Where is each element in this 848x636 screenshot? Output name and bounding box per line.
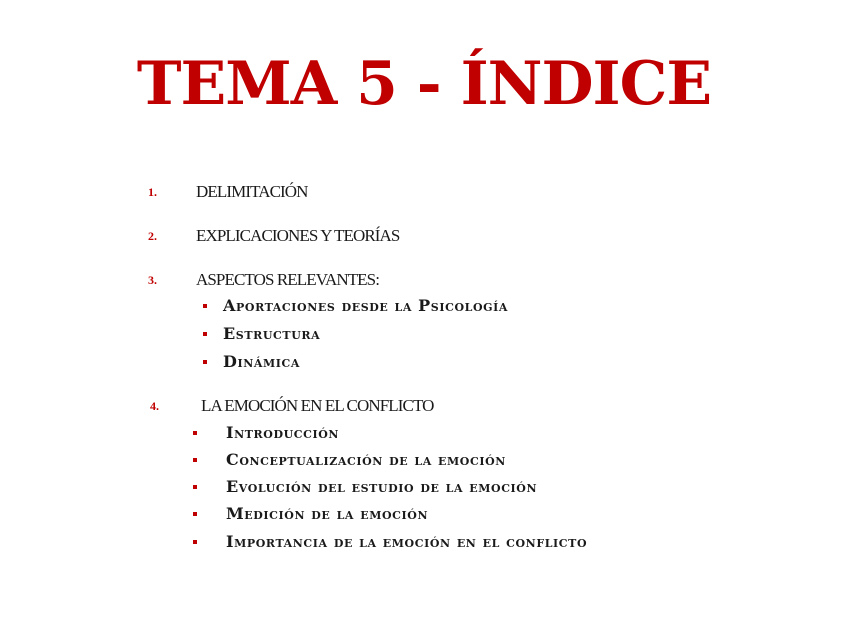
- square-bullet-icon: [193, 512, 197, 516]
- slide-title: TEMA 5 - ÍNDICE: [136, 49, 712, 119]
- sub-item-label: Medición de la emoción: [226, 504, 429, 523]
- sub-item-label: Importancia de la emoción en el conflicto: [226, 532, 588, 551]
- index-number: 2.: [148, 229, 157, 243]
- index-label: ASPECTOS RELEVANTES:: [196, 270, 380, 289]
- sub-item: [0, 422, 848, 444]
- sub-item: [0, 351, 848, 373]
- index-number: 4.: [150, 399, 159, 413]
- sub-item-label: Estructura: [223, 324, 321, 343]
- index-item-delimitacion: [0, 181, 848, 203]
- square-bullet-icon: [203, 332, 207, 336]
- sub-item-label: Introducción: [226, 423, 340, 442]
- sub-item-label: Aportaciones desde la Psicología: [223, 296, 509, 315]
- square-bullet-icon: [203, 360, 207, 364]
- index-label: EXPLICACIONES Y TEORÍAS: [196, 226, 400, 245]
- square-bullet-icon: [193, 431, 197, 435]
- square-bullet-icon: [203, 304, 207, 308]
- sub-item-label: Conceptualización de la emoción: [226, 450, 506, 469]
- sub-item: [0, 449, 848, 471]
- index-number: 1.: [148, 185, 157, 199]
- sub-item: [0, 476, 848, 498]
- sub-item: [0, 531, 848, 553]
- sub-item-label: Dinámica: [223, 352, 301, 371]
- index-item-emocion: [0, 395, 848, 417]
- index-number: 3.: [148, 273, 157, 287]
- index-item-explicaciones: [0, 225, 848, 247]
- square-bullet-icon: [193, 485, 197, 489]
- sub-item: [0, 323, 848, 345]
- sub-item: [0, 295, 848, 317]
- sub-item: [0, 503, 848, 525]
- index-label: LA EMOCIÓN EN EL CONFLICTO: [201, 396, 434, 415]
- sub-item-label: Evolución del estudio de la emoción: [226, 477, 538, 496]
- index-label: DELIMITACIÓN: [196, 182, 308, 201]
- index-item-aspectos: [0, 269, 848, 291]
- square-bullet-icon: [193, 458, 197, 462]
- square-bullet-icon: [193, 540, 197, 544]
